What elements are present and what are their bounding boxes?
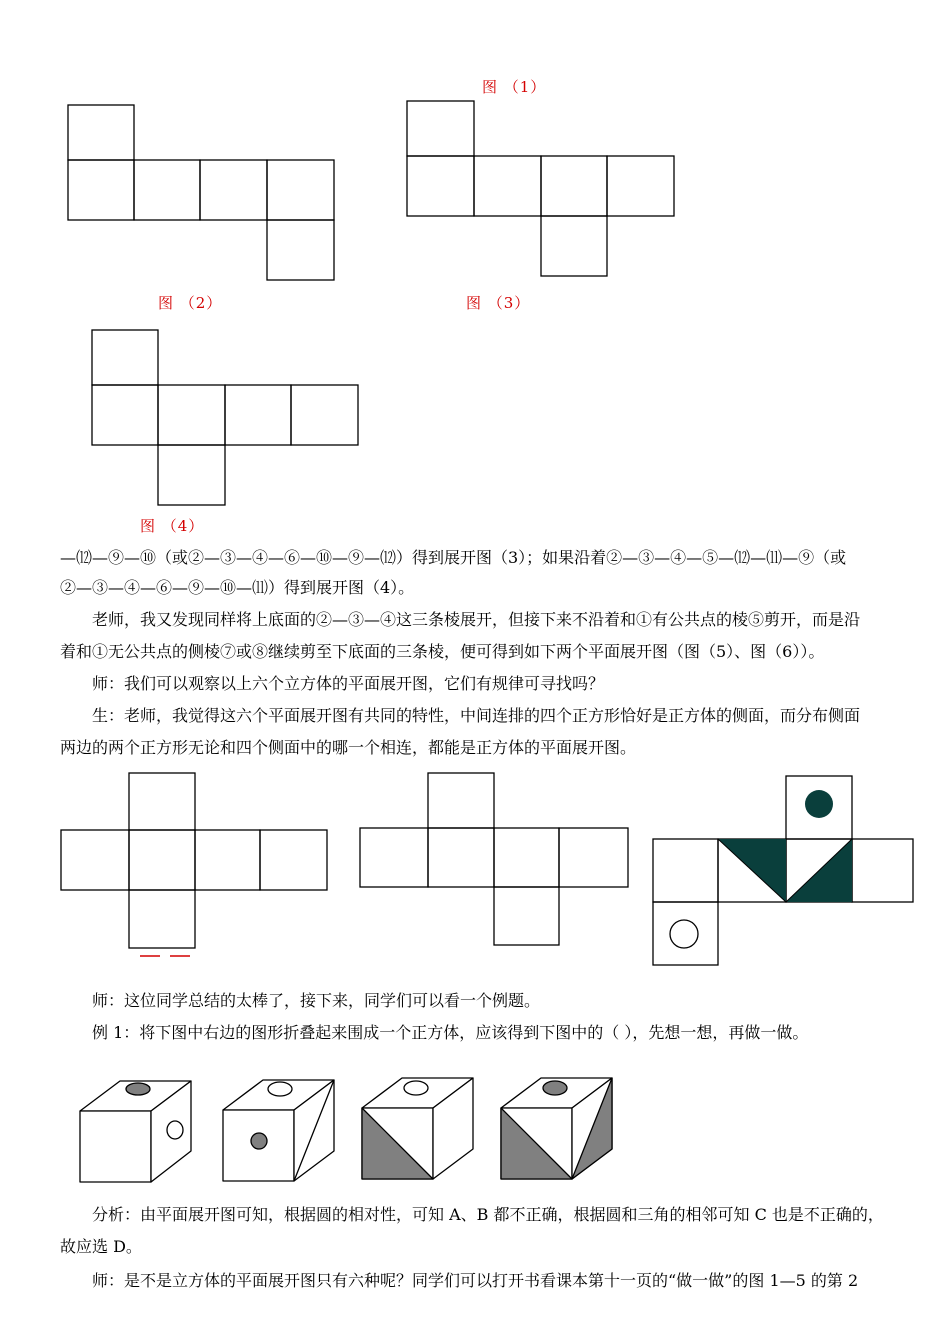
cube-option-d <box>501 1078 612 1179</box>
caption-figure-1: 图 （1） <box>482 78 547 96</box>
example-decorations <box>670 790 852 948</box>
paragraph-4-line-2: 两边的两个正方形无论和四个侧面中的哪一个相连，都能是正方体的平面展开图。 <box>60 738 637 757</box>
net-figure-6 <box>360 773 628 945</box>
paragraph-7-line-1: 分析：由平面展开图可知，根据圆的相对性，可知 A、B 都不正确，根据圆和三角的相邻可知 C 也是不正确的， <box>92 1205 884 1224</box>
empty-circle-icon <box>670 920 698 948</box>
caption-figure-3: 图 （3） <box>466 294 531 312</box>
paragraph-4-line-1: 生：老师，我觉得这六个平面展开图有共同的特性，中间连排的四个正方形恰好是正方体的侧面，而分布侧面 <box>92 706 861 725</box>
filled-circle-icon <box>805 790 833 818</box>
paragraph-2-line-1: 老师，我又发现同样将上底面的②—③—④这三条棱展开，但接下来不沿着和①有公共点的棱⑤剪开，而是沿 <box>92 610 861 629</box>
net-figure-2 <box>68 105 334 280</box>
net-figure-3 <box>407 101 674 276</box>
paragraph-1-line-2: ②—③—④—⑥—⑨—⑩—⑾）得到展开图（4）。 <box>60 578 415 597</box>
net-figure-4 <box>92 330 358 505</box>
paragraph-2-line-2: 着和①无公共点的侧棱⑦或⑧继续剪至下底面的三条棱，便可得到如下两个平面展开图（图（5）、图（6））。 <box>60 642 825 661</box>
paragraph-6-example: 例 1：将下图中右边的图形折叠起来围成一个正方体，应该得到下图中的（ ），先想一想，再做一做。 <box>92 1023 809 1042</box>
cube-option-c <box>362 1078 473 1179</box>
caption-remnant-mask <box>130 950 200 960</box>
caption-figure-2: 图 （2） <box>158 294 223 312</box>
paragraph-7-line-2: 故应选 D。 <box>60 1237 142 1256</box>
paragraph-8: 师：是不是立方体的平面展开图只有六种呢？同学们可以打开书看课本第十一页的“做一做”的图 1—5 的第 2 <box>92 1271 859 1290</box>
paragraph-1-line-1: —⑿—⑨—⑩（或②—③—④—⑥—⑩—⑨—⑿）得到展开图（3）；如果沿着②—③—④—⑤—⑿—⑾—⑨（或 <box>60 548 847 567</box>
cube-option-a <box>80 1081 191 1182</box>
caption-figure-4: 图 （4） <box>140 517 205 535</box>
cube-option-b <box>223 1080 334 1181</box>
net-figure-5 <box>61 773 327 948</box>
paragraph-3: 师：我们可以观察以上六个立方体的平面展开图，它们有规律可寻找吗？ <box>92 674 605 693</box>
paragraph-5: 师：这位同学总结的太棒了，接下来，同学们可以看一个例题。 <box>92 991 541 1010</box>
